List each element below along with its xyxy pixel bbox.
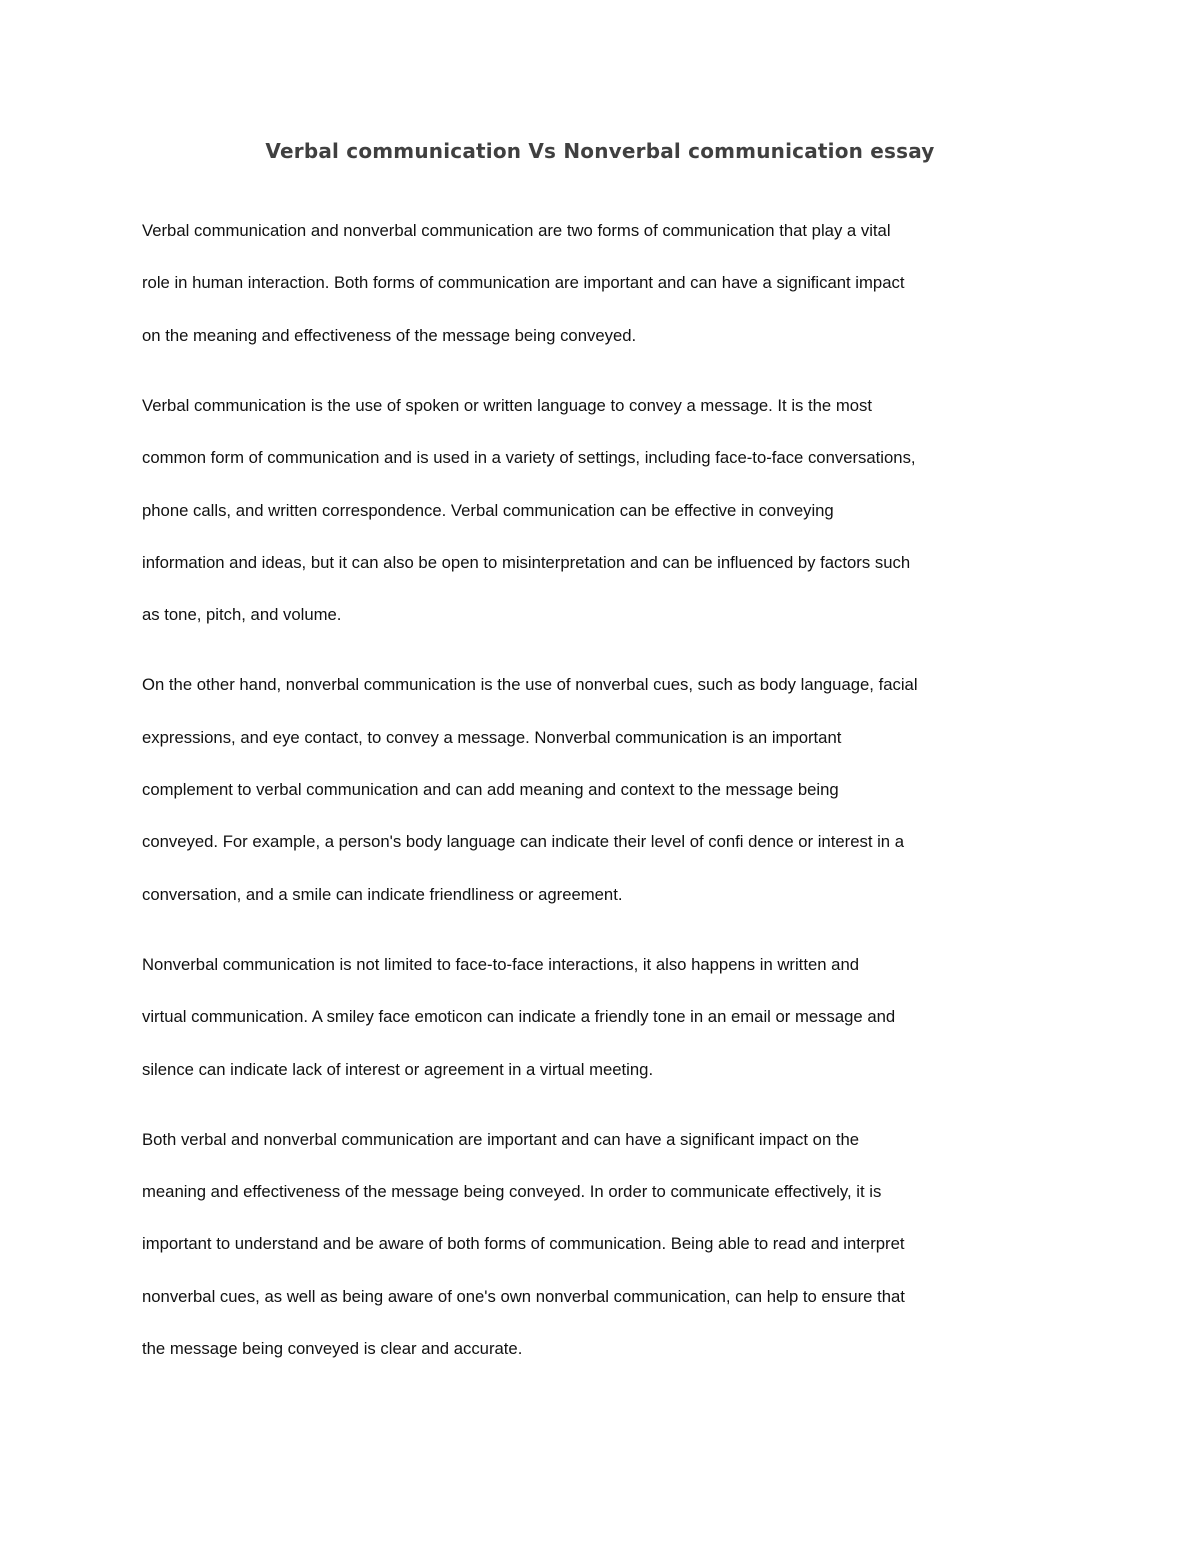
text-line: as tone, pitch, and volume. (142, 605, 342, 625)
text-line: the message being conveyed is clear and accurate. (142, 1339, 523, 1359)
text-line: Nonverbal communication is not limited to face-to-face interactions, it also happens in written and (142, 954, 860, 974)
text-line: virtual communication. A smiley face emoticon can indicate a friendly tone in an email or message and (142, 1007, 896, 1027)
text-line: conversation, and a smile can indicate friendliness or agreement. (142, 884, 623, 904)
document-body (142, 205, 1072, 1376)
text-line: Verbal communication and nonverbal communication are two forms of communication that play a vital (142, 221, 891, 240)
text-line: conveyed. For example, a person's body language can indicate their level of confi dence or interest in a (142, 832, 904, 852)
paragraph-3 (142, 659, 1072, 921)
text-line: common form of communication and is used in a variety of settings, including face-to-face conversations, (142, 448, 916, 468)
text-line: important to understand and be aware of both forms of communication. Being able to read and interpret (142, 1234, 905, 1254)
text-line: role in human interaction. Both forms of communication are important and can have a significant impact (142, 273, 905, 293)
paragraph-4 (142, 939, 1072, 1096)
text-line: phone calls, and written correspondence. Verbal communication can be effective in conveying (142, 500, 834, 520)
paragraph-1 (142, 205, 1072, 362)
paragraph-5 (142, 1114, 1072, 1376)
text-line: On the other hand, nonverbal communication is the use of nonverbal cues, such as body language, facial (142, 675, 918, 695)
paragraph-2 (142, 380, 1072, 642)
text-line: meaning and effectiveness of the message being conveyed. In order to communicate effectively, it is (142, 1181, 882, 1201)
document-title: Verbal communication Vs Nonverbal communication essay (265, 139, 935, 163)
text-line: expressions, and eye contact, to convey a message. Nonverbal communication is an important (142, 727, 842, 747)
text-line: on the meaning and effectiveness of the message being conveyed. (142, 325, 637, 345)
text-line: Both verbal and nonverbal communication are important and can have a significant impact on the (142, 1129, 860, 1149)
text-line: nonverbal cues, as well as being aware of one's own nonverbal communication, can help to ensure that (142, 1286, 905, 1306)
text-line: complement to verbal communication and can add meaning and context to the message being (142, 780, 839, 800)
text-line: silence can indicate lack of interest or agreement in a virtual meeting. (142, 1059, 654, 1079)
text-line: information and ideas, but it can also be open to misinterpretation and can be influenced by factors such (142, 552, 911, 572)
text-line: Verbal communication is the use of spoken or written language to convey a message. It is the most (142, 395, 873, 415)
